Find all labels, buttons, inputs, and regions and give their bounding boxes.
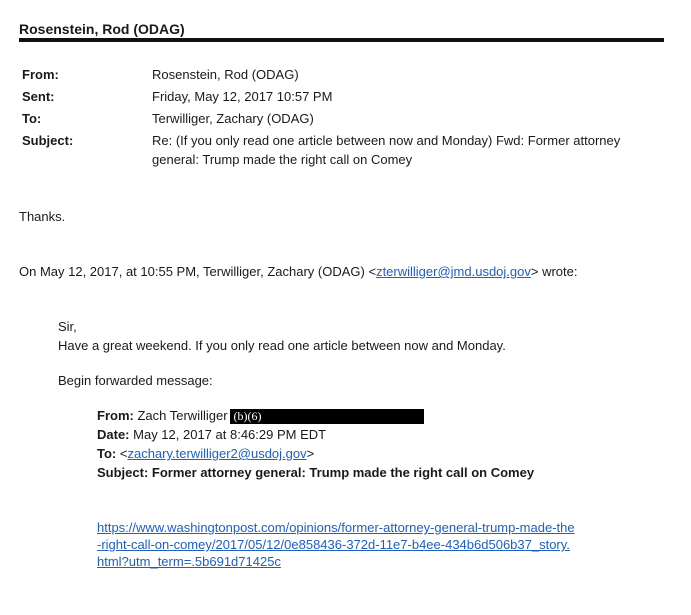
fwd-from-line (97, 408, 424, 424)
sender-name-heading: Rosenstein, Rod (ODAG) (19, 21, 185, 37)
fwd-date-value: May 12, 2017 at 8:46:29 PM EDT (133, 427, 327, 442)
fwd-date-line (97, 427, 326, 442)
quote-intro (19, 264, 577, 279)
fwd-from-value: Zach Terwilliger (137, 408, 228, 423)
fwd-from-label: From: (97, 408, 134, 423)
fwd-to-email-link[interactable]: zachary.terwilliger2@usdoj.gov (127, 446, 307, 461)
quote-intro-suffix: > wrote: (530, 264, 578, 279)
quote-intro-prefix: On May 12, 2017, at 10:55 PM, Terwilliger, Zachary (ODAG) < (19, 264, 377, 279)
salutation: Sir, (58, 319, 77, 334)
fwd-to-line (97, 446, 314, 461)
subject-label: Subject: (22, 133, 74, 148)
fwd-to-suffix: > (306, 446, 315, 461)
fwd-subject-value: Former attorney general: Trump made the right call on Comey (151, 465, 535, 480)
sent-label: Sent: (22, 89, 55, 104)
from-label: From: (22, 67, 59, 82)
quote-intro-email-link[interactable]: zterwilliger@jmd.usdoj.gov (376, 264, 531, 279)
to-value: Terwilliger, Zachary (ODAG) (152, 111, 314, 126)
article-url-link[interactable]: https://www.washingtonpost.com/opinions/former-attorney-general-trump-made-the-right-call-on-comey/2017/05/12/0e858436-372d-11e7-b4ee-434b6d506b37_story.html?utm_term=.5b691d71425c (97, 520, 575, 569)
to-label: To: (22, 111, 42, 126)
from-value: Rosenstein, Rod (ODAG) (152, 67, 299, 82)
begin-forwarded: Begin forwarded message: (58, 373, 213, 388)
subject-value: Re: (If you only read one article between now and Monday) Fwd: Former attorney general: Trump made the right call on Comey (152, 133, 621, 167)
heading-rule (19, 38, 664, 42)
fwd-to-label: To: (97, 446, 117, 461)
fwd-date-label: Date: (97, 427, 130, 442)
fwd-subject-line (97, 465, 534, 480)
sent-value: Friday, May 12, 2017 10:57 PM (152, 89, 333, 104)
fwd-to-prefix: < (119, 446, 128, 461)
redaction-bar (266, 409, 424, 424)
thanks-text: Thanks. (19, 209, 66, 224)
message-text: Have a great weekend. If you only read one article between now and Monday. (58, 338, 506, 353)
redaction-code: (b)(6) (230, 409, 266, 424)
fwd-subject-label: Subject: (97, 465, 149, 480)
